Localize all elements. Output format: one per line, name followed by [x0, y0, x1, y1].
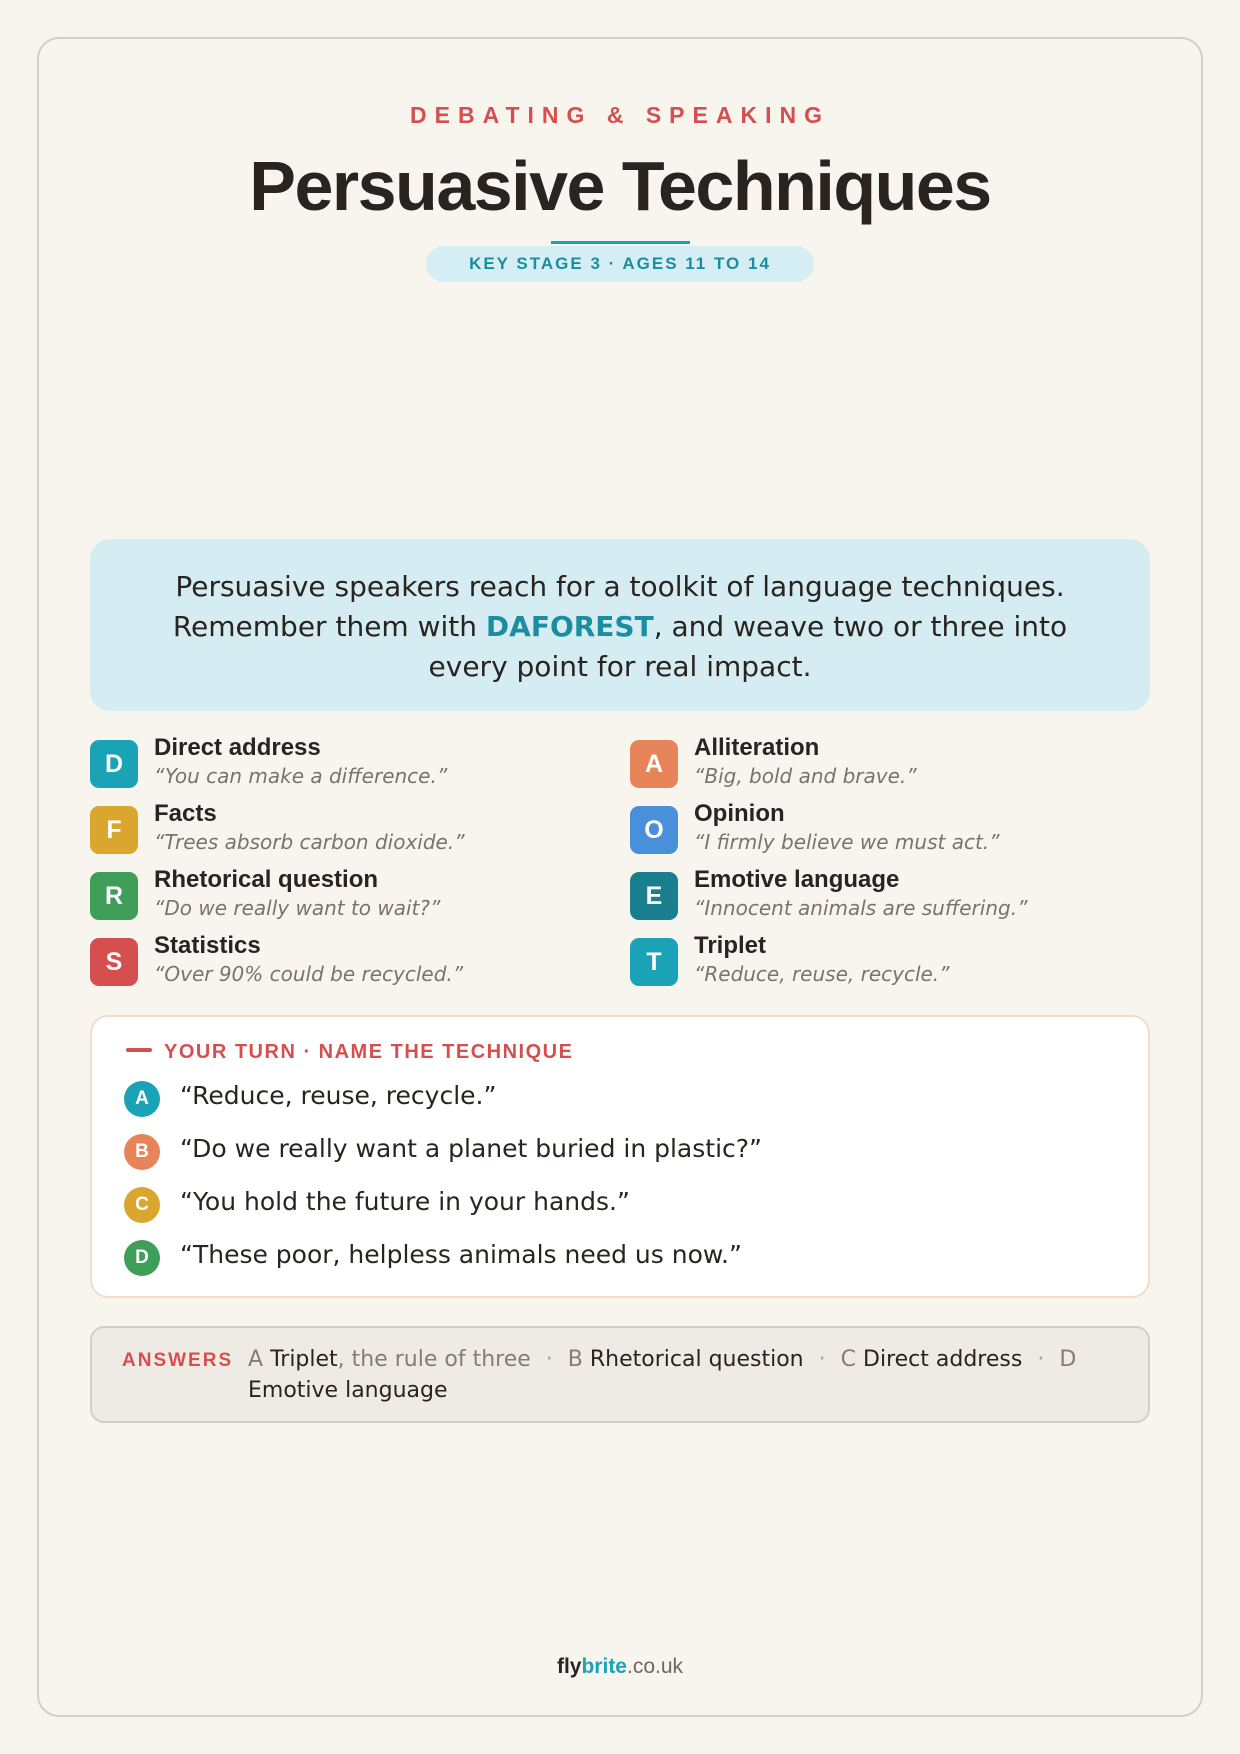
technique-name: Triplet — [694, 932, 767, 959]
your-turn-box — [90, 1015, 1150, 1298]
question-item — [124, 1132, 1104, 1172]
question-letter-badge: D — [124, 1240, 160, 1276]
question-letter-badge: B — [124, 1134, 160, 1170]
technique-item — [90, 800, 610, 864]
question-text: “These poor, helpless animals need us now.” — [180, 1240, 742, 1269]
technique-letter-badge: T — [630, 938, 678, 986]
technique-example: “You can make a difference.” — [154, 764, 448, 788]
your-turn-heading — [126, 1041, 573, 1064]
technique-letter-badge: S — [90, 938, 138, 986]
technique-letter-badge: R — [90, 872, 138, 920]
technique-item — [630, 800, 1150, 864]
answer-separator: · — [818, 1347, 826, 1372]
technique-letter-badge: O — [630, 806, 678, 854]
technique-example: “Do we really want to wait?” — [154, 896, 441, 920]
technique-letter-badge: F — [90, 806, 138, 854]
heading-dash-icon — [126, 1048, 152, 1052]
answers-box — [90, 1326, 1150, 1423]
question-item — [124, 1079, 1104, 1119]
answer-separator: · — [545, 1347, 553, 1372]
page-title: Persuasive Techniques — [249, 147, 991, 225]
technique-item — [630, 866, 1150, 930]
key-stage-pill: KEY STAGE 3 · AGES 11 TO 14 — [426, 246, 814, 282]
technique-example: “I firmly believe we must act.” — [694, 830, 1000, 854]
technique-item — [630, 932, 1150, 996]
answers-text — [248, 1344, 1128, 1406]
technique-letter-badge: E — [630, 872, 678, 920]
technique-name: Emotive language — [694, 866, 900, 893]
your-turn-heading-text: YOUR TURN · NAME THE TECHNIQUE — [164, 1041, 574, 1063]
footer-brand[interactable] — [0, 1655, 1240, 1679]
brand-brite: brite — [581, 1655, 627, 1678]
technique-name: Opinion — [694, 800, 785, 827]
answer-d-letter: D — [1059, 1347, 1077, 1372]
intro-text-start: Persuasive speakers reach for a toolkit of language techniques. Remember them with — [172, 570, 1065, 643]
answer-d-name: Emotive language — [248, 1378, 448, 1403]
answer-a-letter: A — [248, 1347, 264, 1372]
answer-b-name: Rhetorical question — [589, 1347, 804, 1372]
question-letter-badge: C — [124, 1187, 160, 1223]
answer-separator: · — [1037, 1347, 1045, 1372]
title-underline — [551, 241, 690, 244]
technique-example: “Over 90% could be recycled.” — [154, 962, 464, 986]
intro-text-end: , and weave two or three into every point for real impact. — [428, 610, 1068, 683]
technique-name: Rhetorical question — [154, 866, 379, 893]
intro-mnemonic: DAFOREST — [485, 610, 654, 643]
question-text: “You hold the future in your hands.” — [180, 1187, 630, 1216]
answer-a-note: , the rule of three — [337, 1347, 531, 1372]
technique-letter-badge: D — [90, 740, 138, 788]
technique-item — [90, 734, 610, 798]
answer-b-letter: B — [567, 1347, 583, 1372]
technique-example: “Big, bold and brave.” — [694, 764, 917, 788]
intro-box — [90, 539, 1150, 711]
question-text: “Do we really want a planet buried in plastic?” — [180, 1134, 762, 1163]
technique-name: Facts — [154, 800, 217, 827]
subject-eyebrow: DEBATING & SPEAKING — [410, 102, 830, 128]
technique-letter-badge: A — [630, 740, 678, 788]
answer-c-name: Direct address — [863, 1347, 1023, 1372]
question-text: “Reduce, reuse, recycle.” — [180, 1081, 497, 1110]
technique-example: “Trees absorb carbon dioxide.” — [154, 830, 465, 854]
question-letter-badge: A — [124, 1081, 160, 1117]
technique-example: “Reduce, reuse, recycle.” — [694, 962, 950, 986]
technique-name: Statistics — [154, 932, 261, 959]
technique-example: “Innocent animals are suffering.” — [694, 896, 1028, 920]
technique-item — [630, 734, 1150, 798]
technique-name: Alliteration — [694, 734, 820, 761]
question-item — [124, 1185, 1104, 1225]
answer-a-name: Triplet — [270, 1347, 338, 1372]
answer-c-letter: C — [840, 1347, 857, 1372]
answers-label: ANSWERS — [122, 1350, 234, 1371]
question-item — [124, 1238, 1104, 1278]
brand-domain: .co.uk — [627, 1655, 684, 1678]
brand-fly: fly — [556, 1655, 582, 1678]
technique-item — [90, 866, 610, 930]
technique-item — [90, 932, 610, 996]
technique-name: Direct address — [154, 734, 321, 761]
